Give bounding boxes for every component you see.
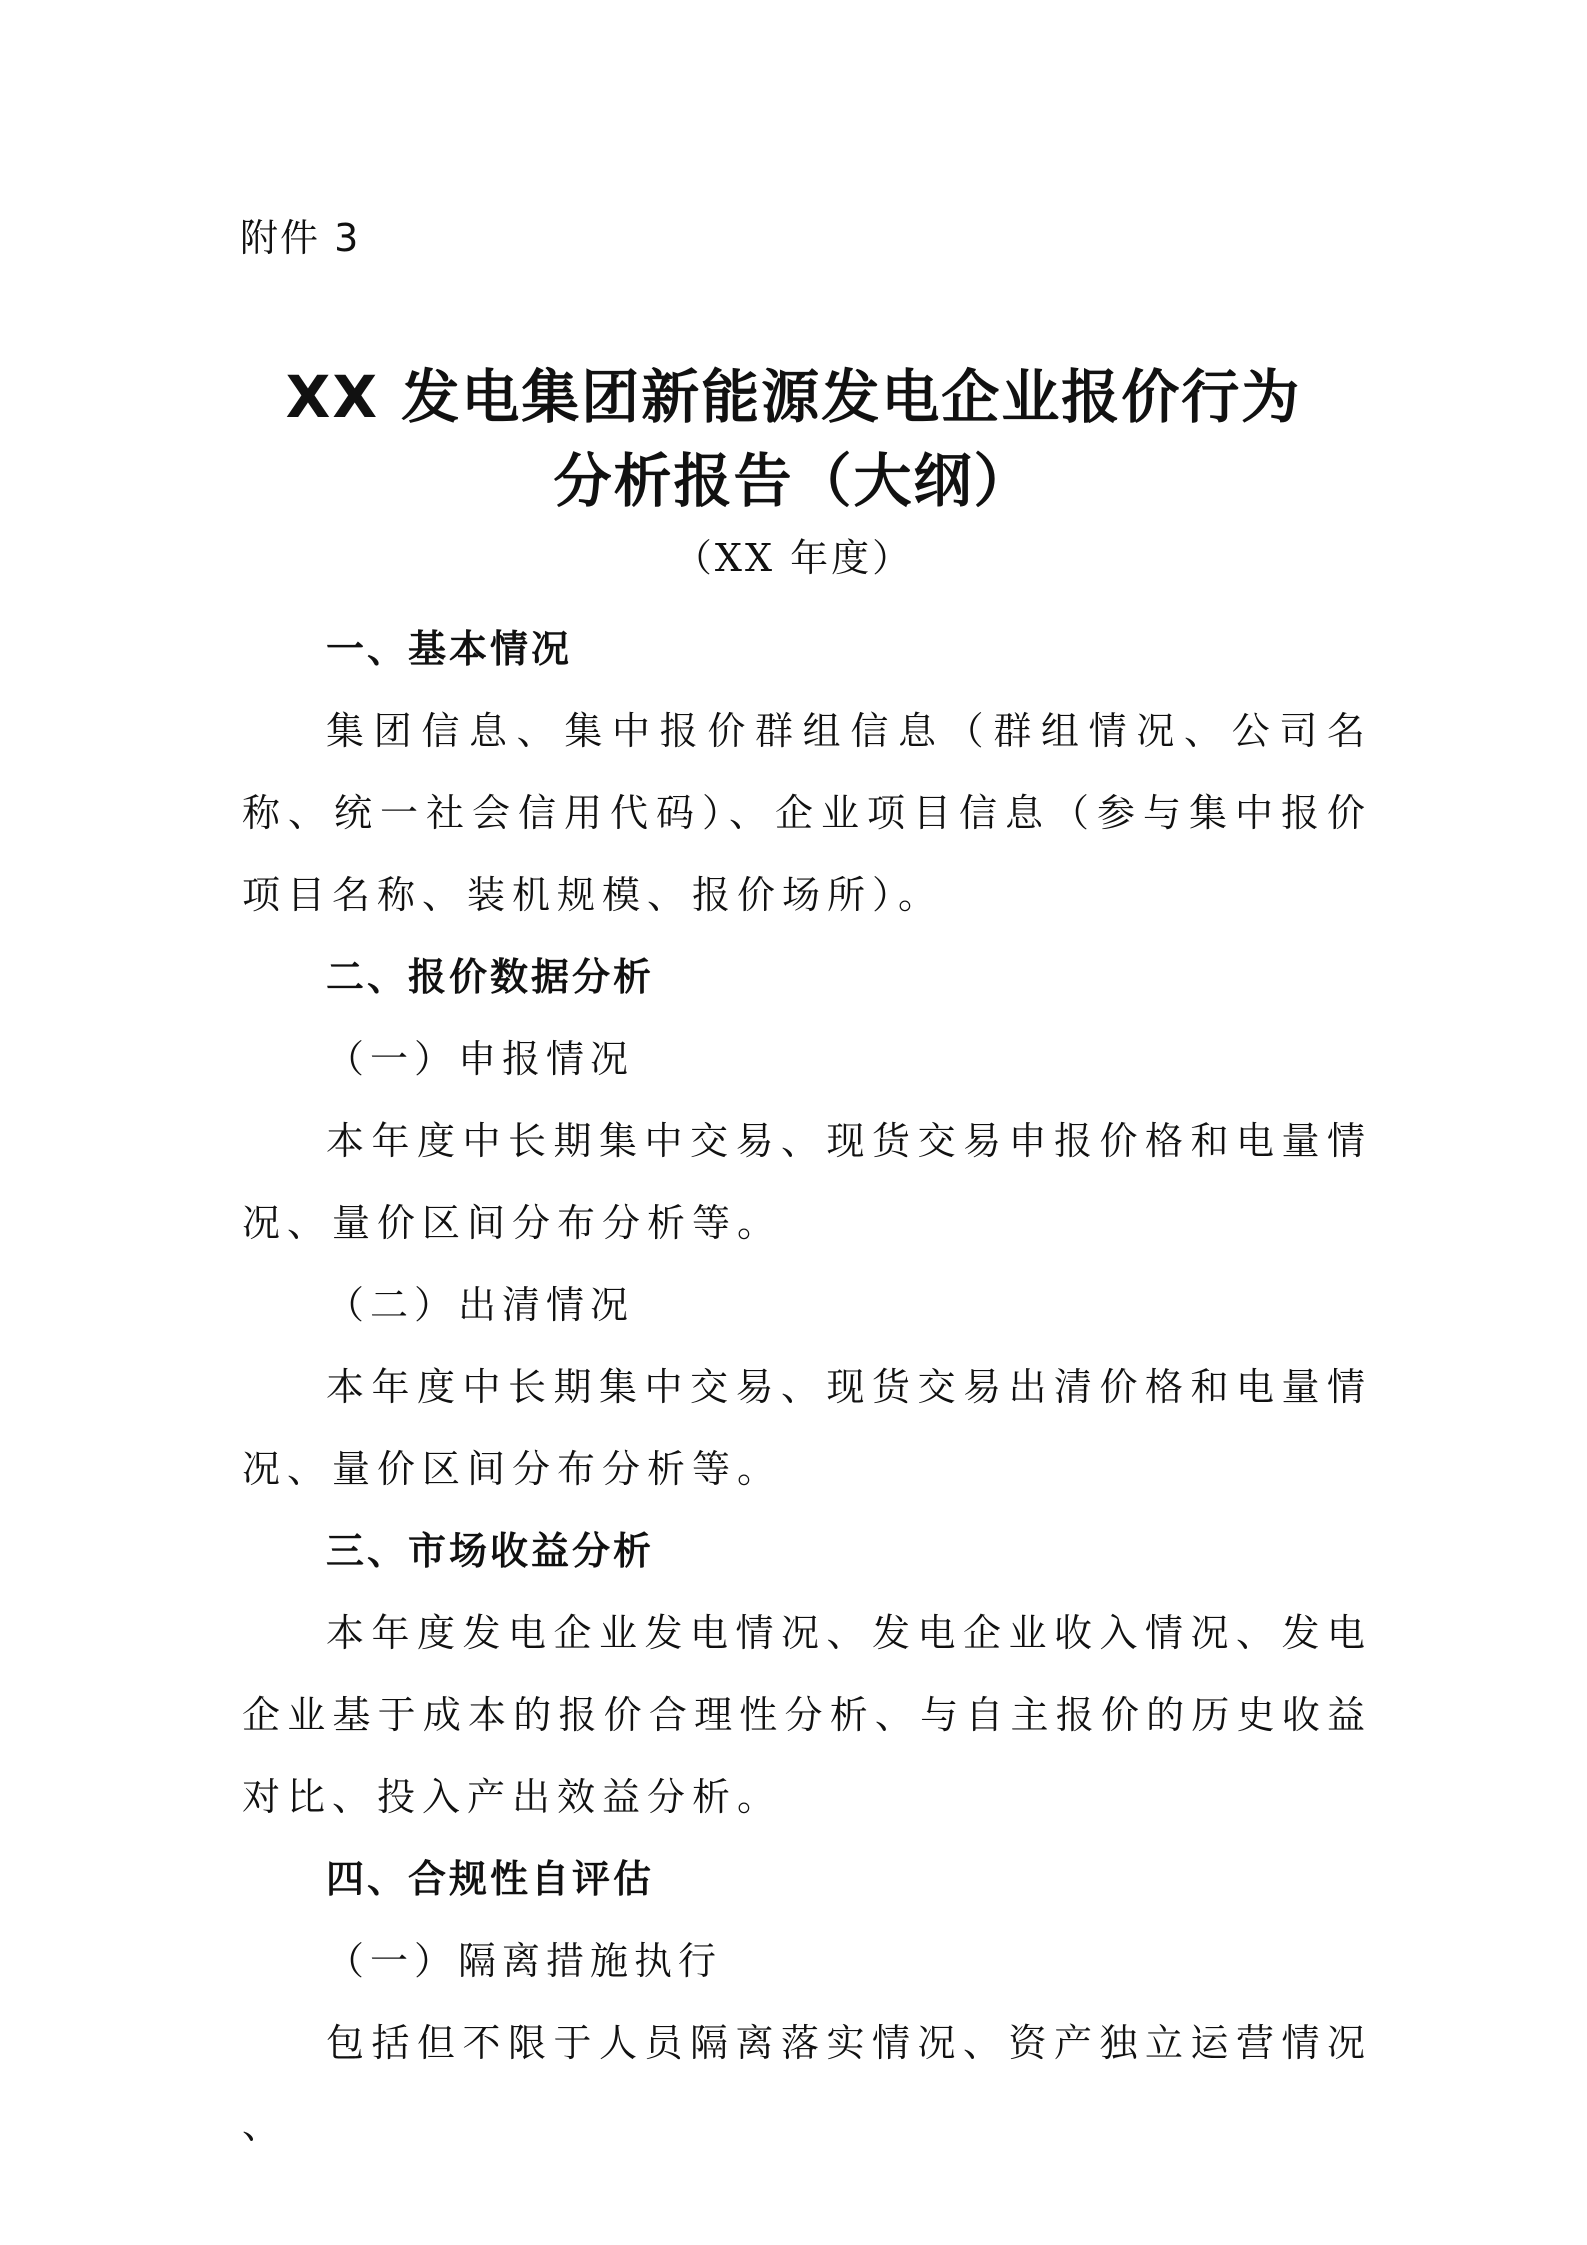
section-4-sub1-paragraph: 包括但不限于人员隔离落实情况、资产独立运营情况 、 [242,2021,1372,2147]
section-3-heading: 三、市场收益分析 [326,1529,655,1573]
document-title-line-2: 分析报告（大纲） [553,447,1034,515]
document-title-line-1: XX 发电集团新能源发电企业报价行为 [285,363,1302,431]
section-4-subheading-1: （一）隔离措施执行 [326,1939,723,1983]
document-year: （XX 年度） [673,536,914,580]
section-1-heading: 一、基本情况 [326,627,573,671]
section-2-subheading-2: （二）出清情况 [326,1283,635,1327]
section-2-heading: 二、报价数据分析 [326,955,655,999]
document-body [242,608,1372,2166]
section-2-sub2-paragraph: 本年度中长期集中交易、现货交易出清价格和电量情况、量价区间分布分析等。 [242,1365,1372,1491]
section-2-subheading-1: （一）申报情况 [326,1037,635,1081]
section-3-paragraph: 本年度发电企业发电情况、发电企业收入情况、发电企业基于成本的报价合理性分析、与自主报价的历史收益对比、投入产出效益分析。 [242,1611,1372,1819]
section-4-heading: 四、合规性自评估 [326,1857,655,1901]
section-2-sub1-paragraph: 本年度中长期集中交易、现货交易申报价格和电量情况、量价区间分布分析等。 [242,1119,1372,1245]
section-1-paragraph: 集团信息、集中报价群组信息（群组情况、公司名称、统一社会信用代码）、企业项目信息（参与集中报价项目名称、装机规模、报价场所）。 [242,709,1372,917]
attachment-label: 附件 3 [240,216,361,260]
